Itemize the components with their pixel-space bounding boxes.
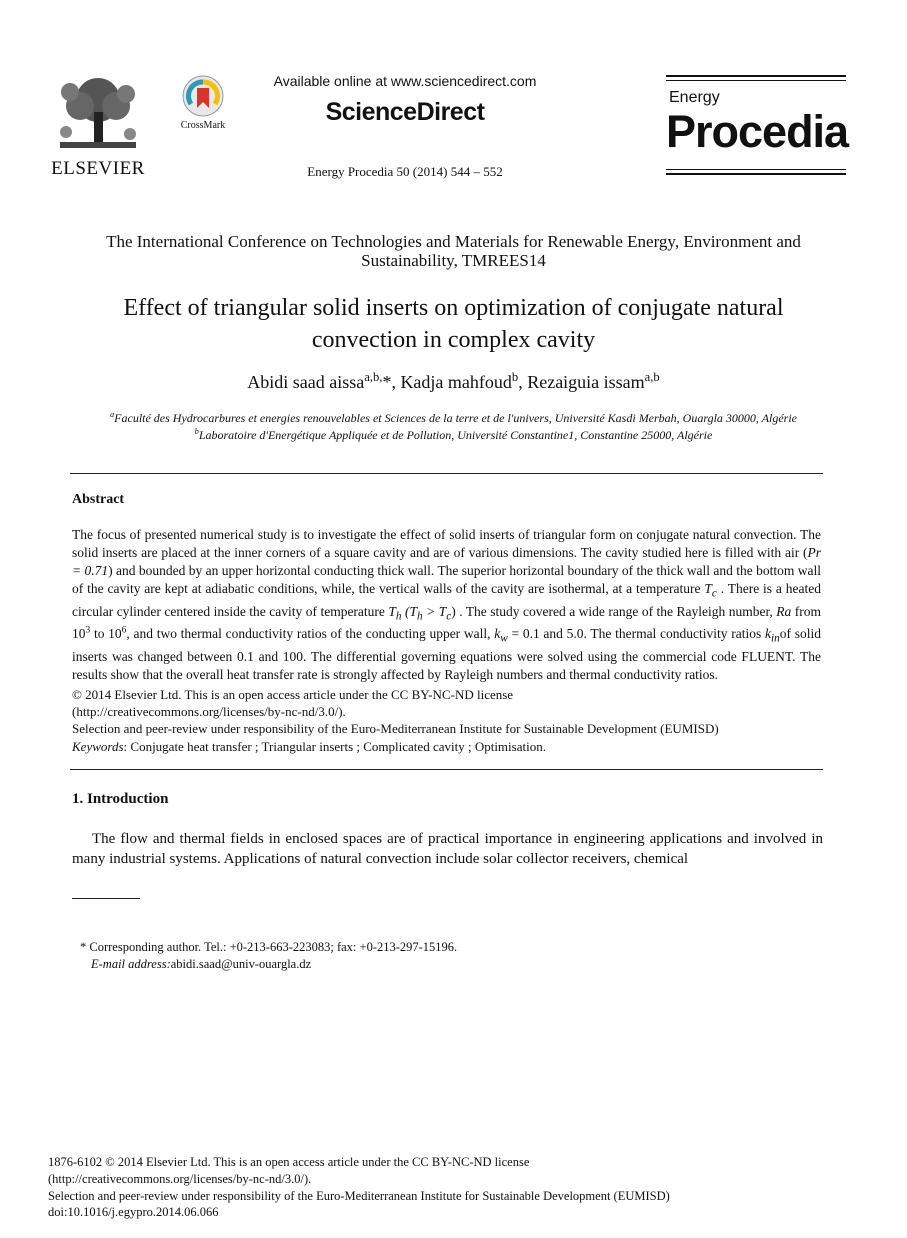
abstract-text-fragment: h	[417, 610, 423, 623]
abstract-text-fragment: w	[500, 633, 508, 646]
abstract-text-fragment: 10	[72, 626, 86, 642]
abstract-text-fragment: 6	[121, 625, 127, 636]
abstract-body	[72, 526, 821, 684]
email-address[interactable]: abidi.saad@univ-ouargla.dz	[170, 957, 312, 971]
affiliation-b	[50, 428, 857, 443]
email-label: E-mail address:	[91, 957, 171, 971]
abstract-text-fragment: k	[764, 626, 771, 642]
abstract-text-fragment: . The differential governing equations were solved using the commercial code FLUENT. The results show that the overall heat transfer rate is strongly affected by Rayleigh numbers and thermal conductivity ratios.	[72, 649, 821, 683]
abstract-heading: Abstract	[72, 492, 125, 507]
abstract-text-fragment: and	[253, 649, 283, 665]
elsevier-tree-icon	[50, 72, 146, 156]
keywords-text: : Conjugate heat transfer ; Triangular inserts ; Complicated cavity ; Optimisation.	[123, 739, 546, 754]
abstract-text-fragment: Ra	[776, 603, 792, 619]
footnote-corresponding	[80, 940, 457, 955]
keywords-label: Keywords	[72, 739, 124, 754]
intro-paragraph: The flow and thermal fields in enclosed spaces are of practical importance in engineering applications and involved in many industrial systems. Applications of natural convection include solar collector receivers, chemical	[72, 831, 823, 867]
author-mark: ,	[518, 372, 523, 392]
author-affil: a,b,	[364, 370, 383, 384]
abstract-text-fragment: (T	[405, 603, 418, 619]
footer-doi[interactable]: doi:10.1016/j.egypro.2014.06.066	[48, 1205, 219, 1219]
abstract-text-fragment: ) and bounded by an upper horizontal conducting thick wall. The superior horizontal boundary of the thick wall and the bottom wall of the cavity are kept at adiabatic conditions, while, the vertical walls of the cavity are isothermal, at a temperature	[72, 563, 821, 596]
abstract-text-fragment: 10	[108, 626, 122, 642]
affiliation-a	[50, 411, 857, 426]
abstract-text-fragment: to	[90, 626, 109, 642]
affil-marker: b	[194, 427, 199, 436]
conference-name: The International Conference on Technologies and Materials for Renewable Energy, Environment and Sustainability, TMREES14	[106, 232, 801, 270]
author-affil: b	[511, 370, 519, 384]
abstract-text-fragment: 100	[282, 649, 304, 665]
keywords	[72, 739, 546, 755]
abstract-text-fragment: from	[791, 603, 821, 619]
abstract-text-fragment: 5.0	[566, 626, 584, 642]
affil-text: Faculté des Hydrocarbures et energies renouvelables et Sciences de la terre et de l'univers, Université Kasdi Merbah, Ouargla 30000, Algérie	[114, 411, 798, 425]
footnote-email	[91, 957, 311, 972]
abstract-text-fragment: of solid inserts was changed between	[72, 626, 821, 665]
footnote-text: Corresponding author. Tel.: +0-213-663-223083; fax: +0-213-297-15196.	[86, 940, 458, 954]
journal-name-big: Procedia	[666, 106, 849, 157]
citation: Energy Procedia 50 (2014) 544 – 552	[307, 164, 503, 179]
publisher-name: ELSEVIER	[51, 158, 145, 179]
available-online: Available online at www.sciencedirect.com	[273, 73, 537, 89]
abstract-text-fragment: . There is a heated circular cylinder centered inside the cavity of temperature	[72, 581, 821, 619]
abstract-text-fragment: T	[704, 581, 712, 596]
footer-peer-review: Selection and peer-review under responsibility of the Euro-Mediterranean Institute for Sustainable Development (EUMISD)	[48, 1189, 670, 1203]
abstract-text-fragment: T	[388, 603, 396, 619]
crossmark-logo[interactable]	[172, 74, 234, 134]
journal-name-small: Energy	[669, 89, 720, 106]
footnote-rule	[72, 898, 140, 899]
footer-license-link[interactable]: (http://creativecommons.org/licenses/by-nc-nd/3.0/).	[48, 1172, 312, 1186]
footer-license: 1876-6102 © 2014 Elsevier Ltd. This is an open access article under the CC BY-NC-ND license	[48, 1155, 530, 1169]
author-name: Abidi saad aissa	[247, 372, 365, 392]
divider-top	[70, 473, 823, 474]
abstract-text-fragment: in	[770, 633, 780, 646]
section-heading: 1. Introduction	[72, 791, 169, 807]
crossmark-icon	[181, 74, 225, 118]
sciencedirect-logo: ScienceDirect	[325, 98, 485, 126]
abstract-text-fragment: k	[494, 626, 501, 642]
abstract-text-fragment: = 0.1	[507, 626, 540, 642]
paper-title: Effect of triangular solid inserts on optimization of conjugate natural convection in complex cavity	[123, 295, 784, 353]
abstract-text-fragment: , and two thermal conductivity ratios of the conducting upper wall,	[126, 626, 495, 642]
license-link[interactable]: (http://creativecommons.org/licenses/by-nc-nd/3.0/).	[72, 704, 346, 719]
author-list	[60, 372, 847, 393]
abstract-text-fragment: . The study covered a wide range of the Rayleigh number,	[455, 603, 777, 619]
abstract-text-fragment: h	[395, 610, 402, 623]
abstract-text-fragment: 3	[85, 625, 91, 636]
crossmark-label: CrossMark	[180, 120, 226, 131]
abstract-text-fragment: 0.1	[237, 649, 254, 665]
affil-text: Laboratoire d'Energétique Appliquée et de Pollution, Université Constantine1, Constantine 25000, Algérie	[198, 428, 713, 442]
divider-bottom	[70, 769, 823, 770]
affil-marker: a	[109, 410, 115, 419]
author-name: Kadja mahfoud	[395, 372, 512, 392]
author-mark: *,	[382, 372, 396, 392]
abstract-text-fragment: c	[446, 610, 452, 623]
abstract-text-fragment: c	[711, 587, 717, 600]
journal-logo	[666, 75, 849, 185]
copyright-line: © 2014 Elsevier Ltd. This is an open access article under the CC BY-NC-ND license	[72, 687, 514, 702]
peer-review-line: Selection and peer-review under responsibility of the Euro-Mediterranean Institute for Sustainable Development (EUMISD)	[72, 721, 719, 736]
abstract-text-fragment: and	[539, 626, 567, 642]
elsevier-logo	[48, 72, 148, 180]
footnote-mark: *	[80, 940, 87, 954]
author-affil: a,b	[644, 370, 660, 384]
abstract-text-fragment: The focus of presented numerical study is to investigate the effect of solid inserts of triangular form on conjugate natural convection. The solid inserts are placed at the inner corners of a square cavity and are of various dimensions. The cavity studied here is filled with air (	[72, 527, 821, 560]
abstract-text-fragment: )	[451, 603, 456, 619]
abstract-text-fragment: Pr = 0.71	[72, 545, 821, 578]
abstract-text-fragment: > T	[422, 603, 447, 619]
author-name: Rezaiguia issam	[522, 372, 645, 392]
abstract-text-fragment: . The thermal conductivity ratios	[583, 626, 765, 642]
